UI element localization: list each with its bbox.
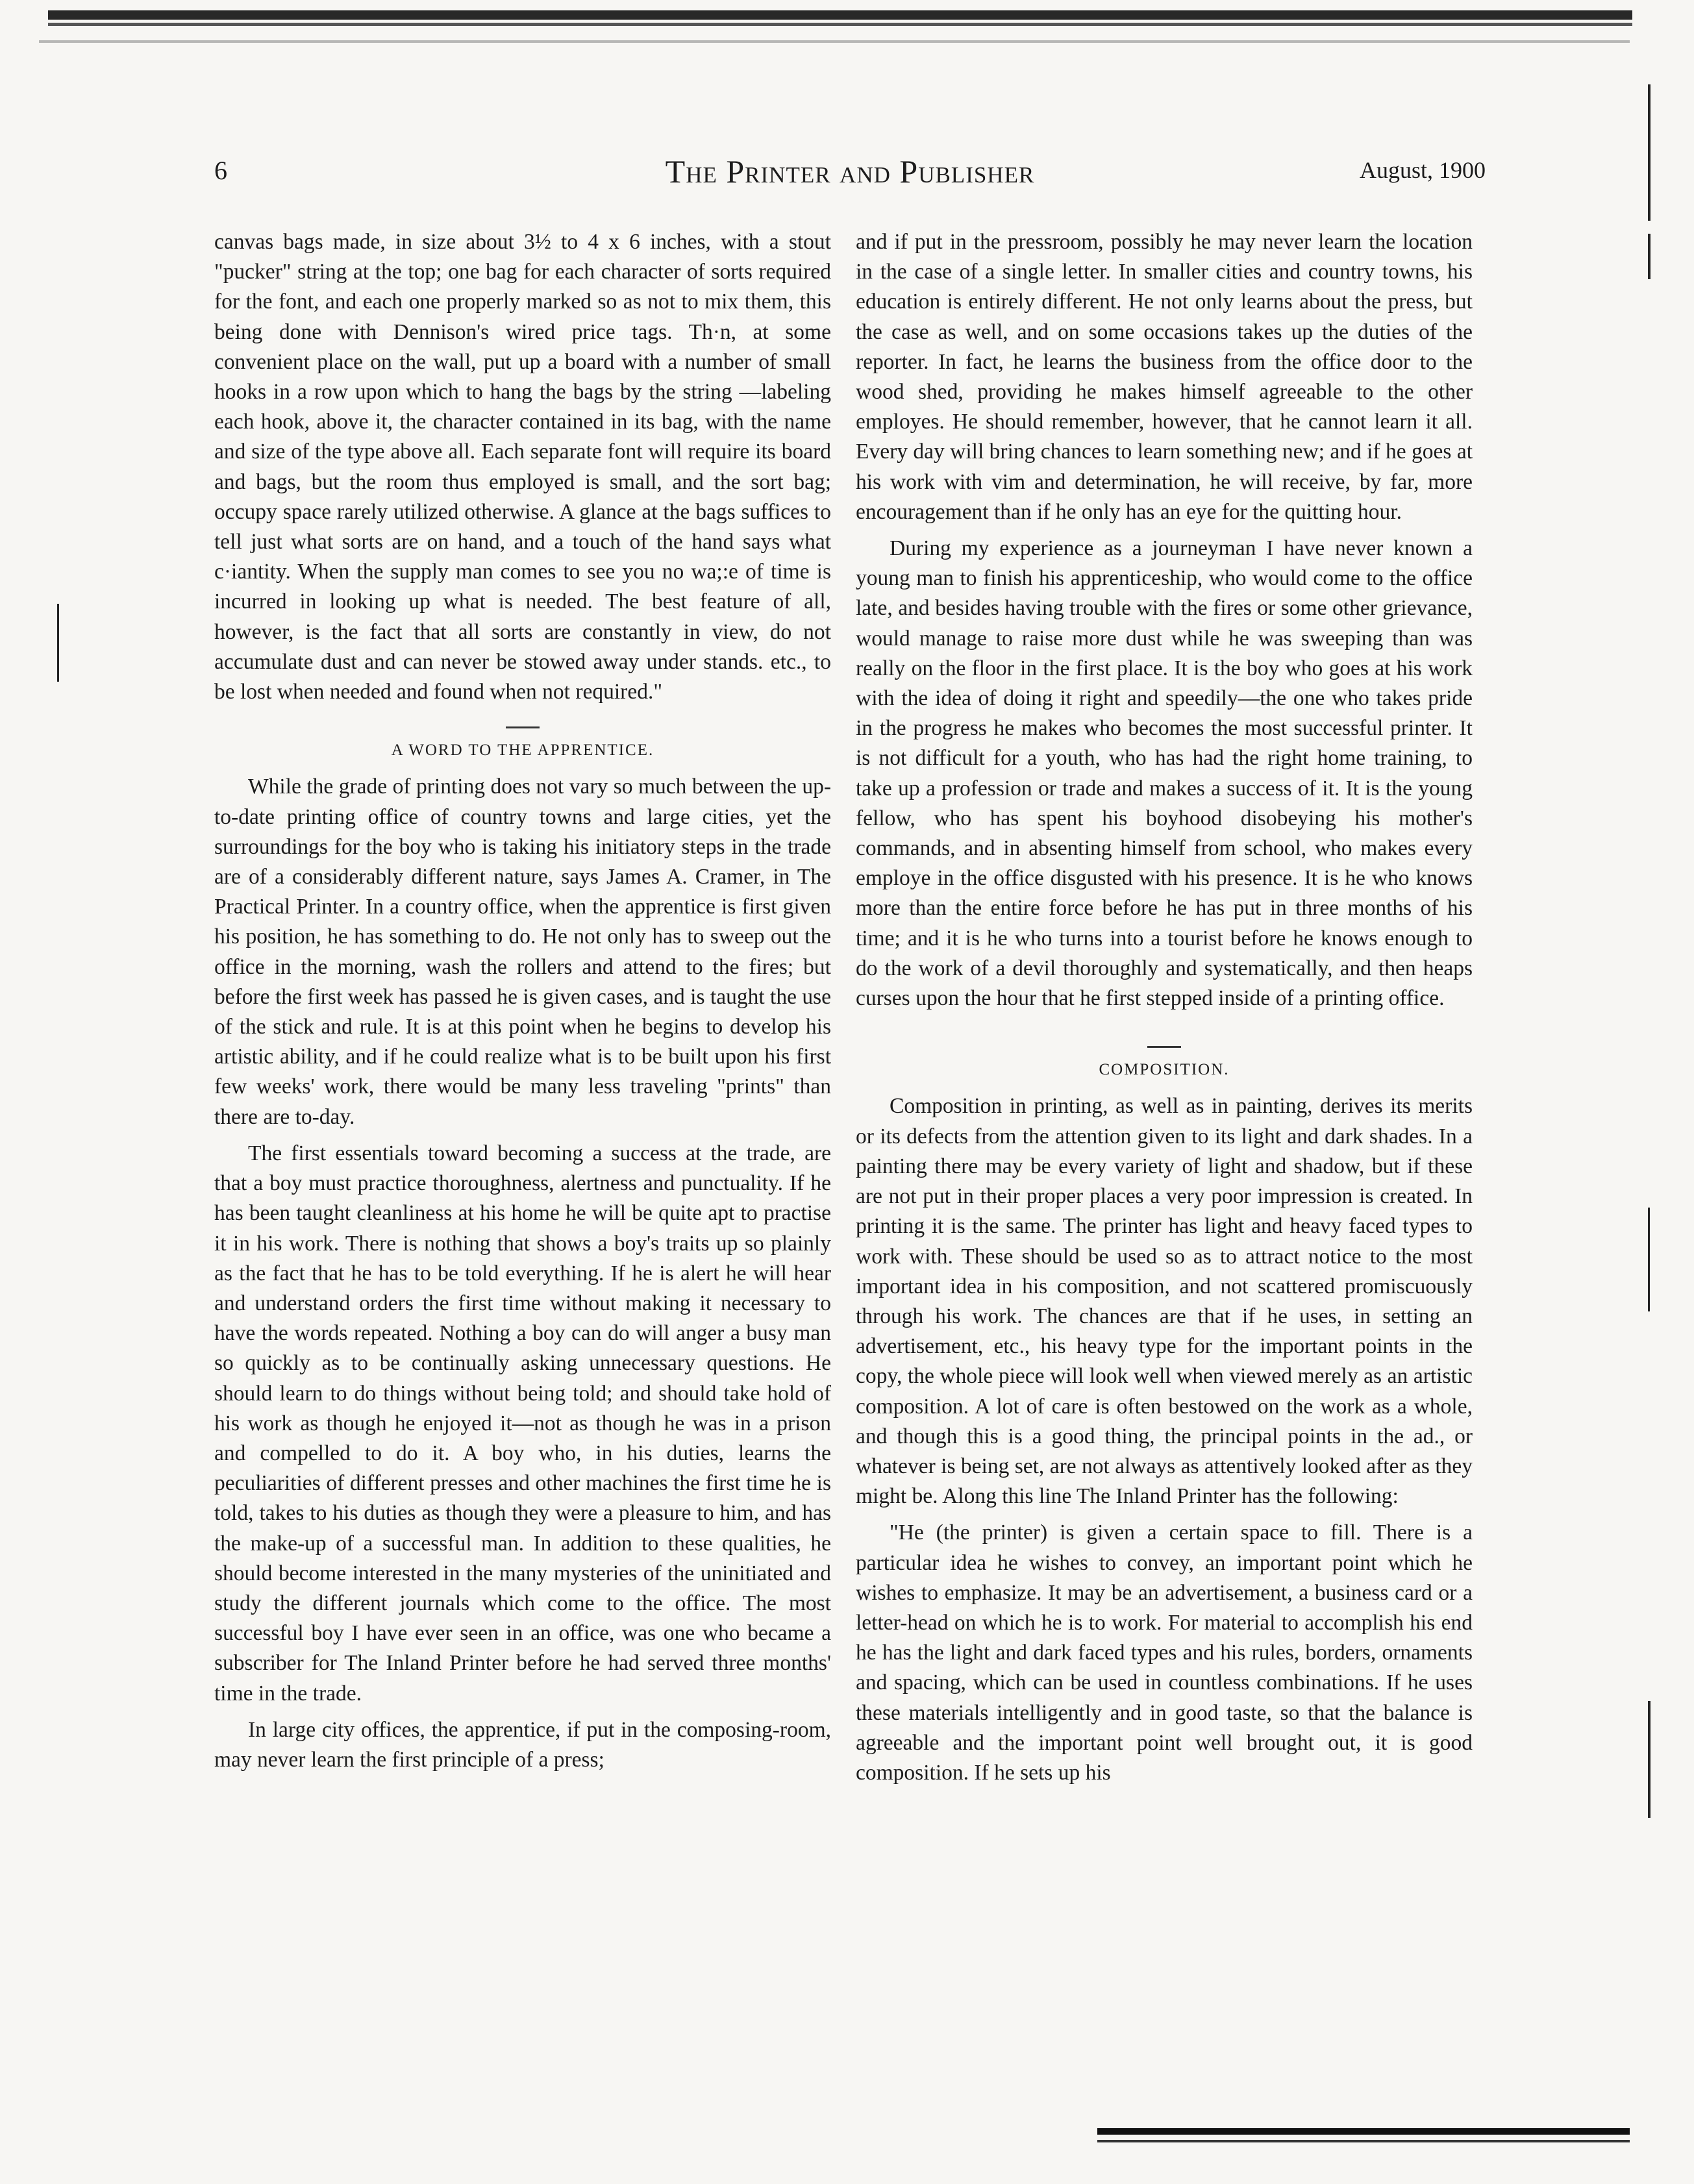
right-margin-mark: [1648, 1208, 1650, 1311]
bottom-decorative-rule: [1097, 2128, 1630, 2135]
paragraph: During my experience as a journeyman I have never known a young man to finish his apprenticeship, who would come to the office late, and besides having trouble with the fires or some other grievance, would manage to raise more dust while he was sweeping than was really on the floor in the first place. It is the boy who goes at his work with the idea of doing it right and speedily—the one who takes pride in the progress he makes who becomes the most successful printer. It is not difficult for a youth, who has had the right home training, to take up a profession or trade and makes a success of it. It is the young fellow, who has spent his boyhood disobeying his mother's commands, and in absenting himself from school, who makes every employe in the office disgusted with his presence. It is he who knows more than the entire force before he has put in three months of his time; and it is he who turns into a tourist before he knows enough to do the work of a devil thoroughly and systematically, and then heaps curses upon the hour that he first stepped inside of a printing office.: [856, 536, 1473, 1011]
section-heading: A WORD TO THE APPRENTICE.: [391, 741, 654, 760]
masthead-title: The Printer and Publisher: [665, 153, 1035, 190]
paragraph: canvas bags made, in size about 3½ to 4 x 6 inches, with a stout "pucker" string at the top; one bag for each character of sorts required for the font, and each one properly marked so as not to mix them, this being done with Dennison's wired price tags. Th·n, at some convenient place on the wall, put up a board with a number of small hooks in a row upon which to hang the bags by the string —labeling each hook, above it, the character contained in its bag, with the name and size of the type above all. Each separate font will require its board and bags, but the room thus employed is small, and the sort bag; occupy space rarely utilized otherwise. A glance at the bags suffices to tell just what sorts are on hand, and a touch of the hand says what c·iantity. When the supply man comes to see you no wa;:e of time is incurred in looking up what is needed. The best feature of all, however, is the fact that all sorts are constantly in view, do not accumulate dust and can never be stowed away under stands. etc., to be lost when needed and found when not required.": [214, 230, 831, 704]
left-column: [214, 227, 831, 1775]
section-heading: COMPOSITION.: [1099, 1061, 1230, 1079]
page-number: 6: [214, 156, 227, 185]
top-decorative-rule: [48, 10, 1632, 32]
bottom-thin-rule: [1097, 2140, 1630, 2142]
right-margin-mark: [1648, 84, 1650, 221]
paragraph: While the grade of printing does not vary so much between the up-to-date printing office of country towns and large cities, yet the surroundings for the boy who is taking his initiatory steps in the trade are of a considerably different nature, says James A. Cramer, in The Practical Printer. In a country office, when the apprentice is first given his position, he has something to do. He not only has to sweep out the office in the morning, wash the rollers and attend to the fires; but before the first week has passed he is given cases, and is taught the use of the stick and rule. It is at this point when he begins to develop his artistic ability, and if he could realize what is to be built upon his first few weeks' work, there would be many less traveling "prints" than there are to-day.: [214, 775, 831, 1129]
section-divider: [856, 1026, 1473, 1046]
right-column: [856, 227, 1473, 1788]
paragraph: and if put in the pressroom, possibly he may never learn the location in the case of a single letter. In smaller cities and country towns, his education is entirely different. He not only learns about the press, but the case as well, and on some occasions takes up the duties of the reporter. In fact, he learns the business from the office door to the wood shed, providing he makes himself agreeable to the other employes. He should remember, however, that he cannot learn it all. Every day will bring chances to learn something new; and if he goes at his work with vim and determination, he will receive, by far, more encouragement than if he only has an eye for the quitting hour.: [856, 230, 1473, 524]
paragraph: In large city offices, the apprentice, if put in the composing-room, may never learn the first principle of a press;: [214, 1717, 831, 1772]
right-margin-mark: [1648, 234, 1650, 279]
paragraph: "He (the printer) is given a certain space to fill. There is a particular idea he wishes to convey, an important point which he wishes to emphasize. It may be an advertisement, a business card or a letter-head on which he is to work. For material to accomplish his end he has the light and dark faced types and his rules, borders, ornaments and spacing, which can be used in countless combinations. If he uses these materials intelligently and in good taste, so that the balance is agreeable and the important point well brought out, it is good composition. If he sets up his: [856, 1520, 1473, 1785]
paragraph: Composition in printing, as well as in painting, derives its merits or its defects from the attention given to its light and dark shades. In a painting there may be every variety of light and shadow, but if these are not put in their proper places a very poor impression is created. In printing it is the same. The printer has light and heavy faced types to work with. These should be used so as to attract notice to the most important idea in his composition, and not scattered promiscuously through his work. The chances are that if he uses, in setting an advertisement, etc., his heavy type for the important points in the copy, the whole piece will look well when viewed merely as an artistic composition. A lot of care is often bestowed on the work as a whole, and though this is a good thing, the principal points in the ad., or whatever is being set, are not always as attentively looked after as they might be. Along this line The Inland Printer has the following:: [856, 1094, 1473, 1509]
right-margin-mark: [1648, 1701, 1650, 1818]
issue-date: August, 1900: [1359, 157, 1486, 183]
top-thin-rule: [39, 40, 1630, 43]
paragraph: The first essentials toward becoming a success at the trade, are that a boy must practice thoroughness, alertness and punctuality. If he has been taught cleanliness at his home he will be quite apt to practise it in his work. There is nothing that shows a boy's traits up so plainly as the fact that he has to be told everything. If he is alert he will hear and understand orders the first time without making it necessary to have the words repeated. Nothing a boy can do will anger a busy man so quickly as to be continually asking unnecessary questions. He should learn to do things without being told; and should take hold of his work as though he enjoyed it—not as though he was in a prison and compelled to do it. A boy who, in his duties, learns the peculiarities of different presses and other machines the first time he is told, takes to his duties as though they were a pleasure to him, and has the make-up of a successful man. In addition to these qualities, he should become interested in the many mysteries of the uninitiated and study the different journals which come to the office. The most successful boy I have ever seen in an office, was one who became a subscriber for The Inland Printer before he had served three months' time in the trade.: [214, 1141, 831, 1706]
section-divider: [214, 707, 831, 726]
left-margin-mark: [57, 604, 59, 682]
page-header: [214, 153, 1486, 192]
